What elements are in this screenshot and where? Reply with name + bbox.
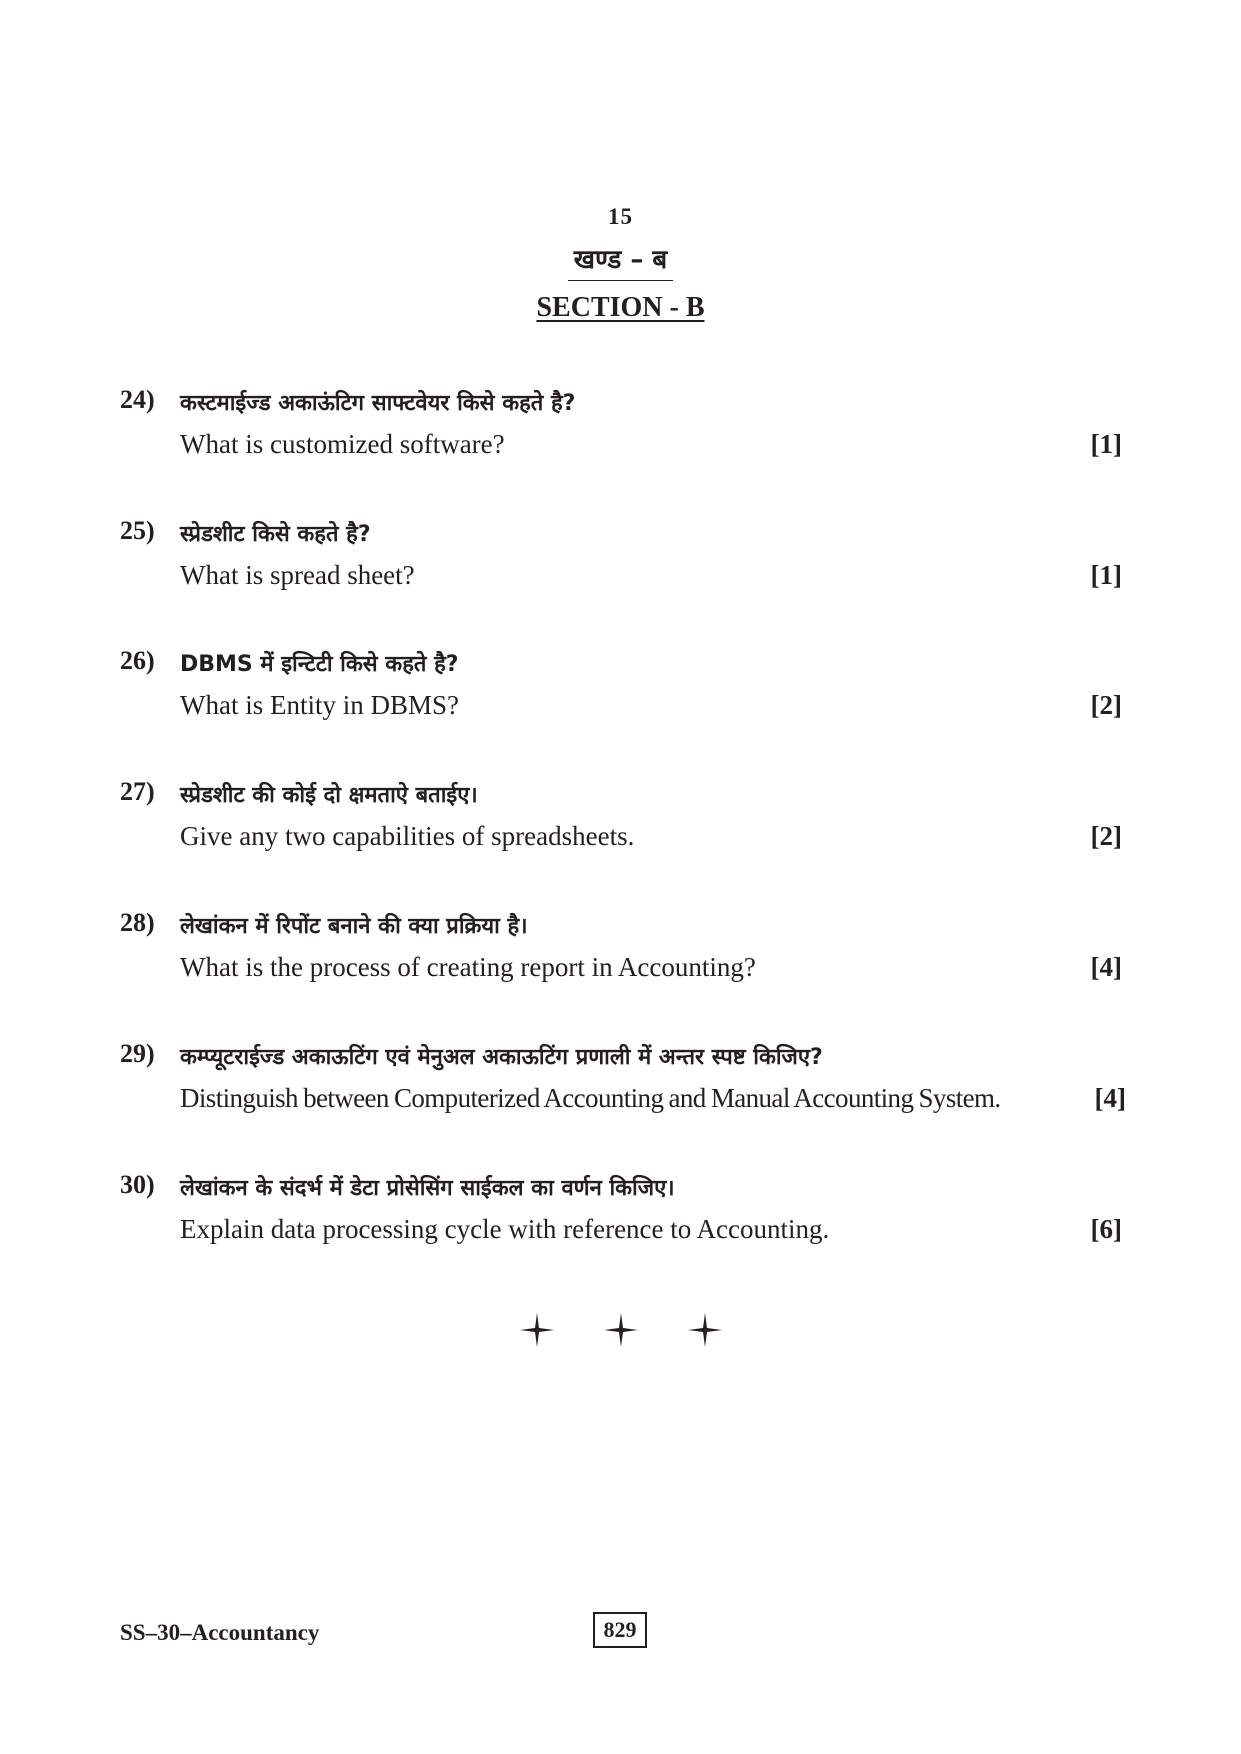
- question-marks: [6]: [1090, 1214, 1122, 1244]
- question-text-english: What is the process of creating report in Accounting?: [180, 952, 756, 982]
- question-28: [120, 908, 1122, 998]
- question-text-hindi: स्प्रेडशीट किसे कहते है?: [180, 522, 371, 547]
- section-title-english-text: SECTION - B: [536, 292, 705, 323]
- question-25: [120, 516, 1122, 606]
- question-number: 27): [120, 777, 155, 806]
- four-point-star-icon: [687, 1312, 723, 1348]
- end-ornaments: [0, 1312, 1241, 1348]
- question-number: 30): [120, 1170, 155, 1199]
- question-marks: [1]: [1090, 560, 1122, 590]
- question-text-hindi: लेखांकन के संदर्भ में डेटा प्रोसेसिंग साईकल का वर्णन किजिए।: [180, 1176, 675, 1201]
- question-text-hindi: कम्प्यूटराईज्ड अकाऊटिंग एवं मेनुअल अकाऊटिंग प्रणाली में अन्तर स्पष्ट किजिए?: [180, 1045, 823, 1070]
- question-27: [120, 777, 1122, 867]
- four-point-star-icon: [519, 1312, 555, 1348]
- question-marks: [1]: [1090, 429, 1122, 459]
- question-text-english: What is customized software?: [180, 429, 505, 459]
- question-text-english: Distinguish between Computerized Accounting and Manual Accounting System.: [180, 1083, 1001, 1113]
- section-title-hindi-text: खण्ड – ब: [568, 240, 673, 281]
- question-number: 24): [120, 385, 155, 414]
- question-number: 25): [120, 516, 155, 545]
- page-number: 15: [608, 204, 633, 229]
- question-24: [120, 385, 1122, 475]
- question-30: [120, 1170, 1122, 1260]
- question-number: 26): [120, 646, 155, 675]
- question-marks: [2]: [1090, 821, 1122, 851]
- question-number: 29): [120, 1039, 155, 1068]
- paper-code: SS–30–Accountancy: [120, 1620, 320, 1645]
- question-text-english: Give any two capabilities of spreadsheets.: [180, 821, 635, 851]
- question-text-hindi: स्प्रेडशीट की कोई दो क्षमताऐ बताईए।: [180, 783, 478, 808]
- four-point-star-icon: [603, 1312, 639, 1348]
- section-title-hindi: [0, 240, 1241, 281]
- section-title-english: [0, 292, 1241, 324]
- question-number: 28): [120, 908, 155, 937]
- question-marks: [4]: [1094, 1083, 1126, 1113]
- question-26: [120, 646, 1122, 736]
- question-text-hindi: DBMS में इन्टिटी किसे कहते है?: [180, 652, 459, 677]
- question-29: [120, 1039, 1126, 1129]
- question-marks: [2]: [1090, 690, 1122, 720]
- question-text-english: Explain data processing cycle with reference to Accounting.: [180, 1214, 830, 1244]
- question-text-english: What is spread sheet?: [180, 560, 415, 590]
- footer-page-number: 829: [593, 1612, 647, 1648]
- question-text-hindi: कस्टमाईज्ड अकाऊंटिग साफ्टवेयर किसे कहते है?: [180, 391, 576, 416]
- question-text-english: What is Entity in DBMS?: [180, 690, 459, 720]
- question-marks: [4]: [1090, 952, 1122, 982]
- question-text-hindi: लेखांकन में रिपोंट बनाने की क्या प्रक्रिया है।: [180, 914, 528, 939]
